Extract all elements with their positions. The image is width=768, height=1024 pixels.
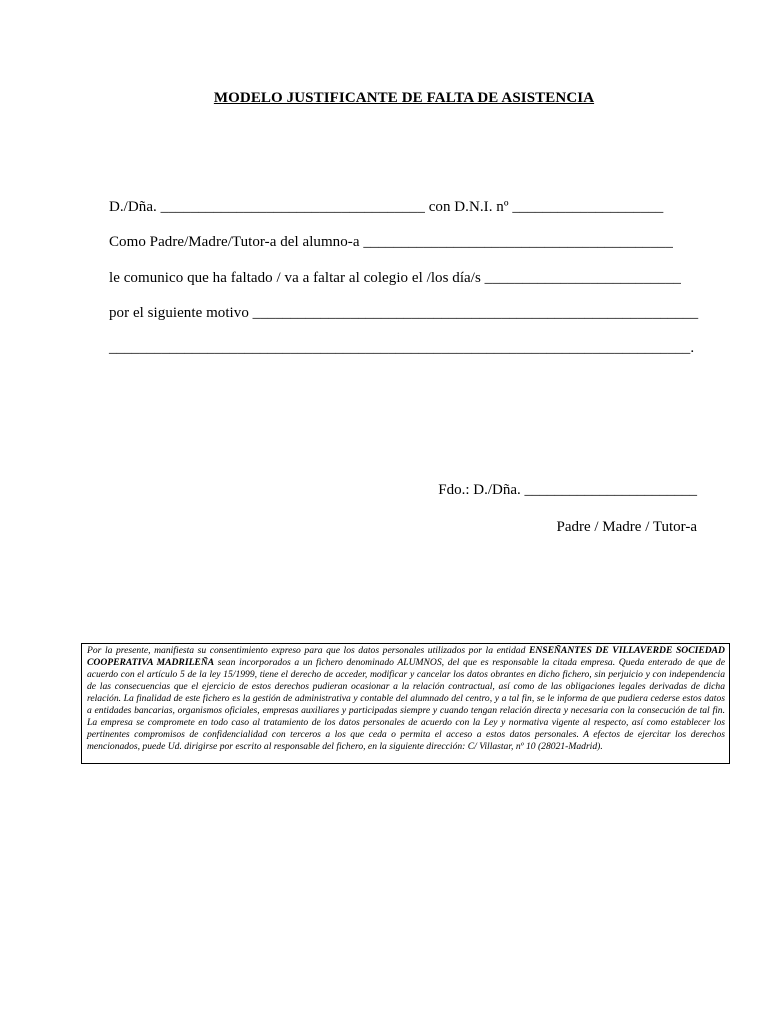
privacy-notice <box>81 643 730 764</box>
privacy-entity-name: ENSEÑANTES DE VILLAVERDE SOCIEDAD COOPERATIVA MADRILEÑA <box>87 645 725 668</box>
parent-name-dni-line: D./Dña. ___________________________________ con D.N.I. nº ____________________ <box>109 199 664 215</box>
absence-dates-line: le comunico que ha faltado / va a faltar al colegio el /los día/s __________________________ <box>109 270 681 286</box>
document-title: MODELO JUSTIFICANTE DE FALTA DE ASISTENCIA <box>213 90 595 106</box>
privacy-text-before: Por la presente, manifiesta su consentimiento expreso para que los datos personales utilizados por la entidad <box>87 645 529 656</box>
absence-reason-line: por el siguiente motivo ___________________________________________________________ <box>109 305 699 321</box>
absence-reason-continuation-line: _____________________________________________________________________________. <box>109 340 695 356</box>
signature-line: Fdo.: D./Dña. _______________________ <box>438 482 697 498</box>
student-name-line: Como Padre/Madre/Tutor-a del alumno-a _________________________________________ <box>109 234 673 250</box>
privacy-text-after: sean incorporados a un fichero denominado ALUMNOS, del que es responsable la citada empresa. Queda enterado de que de acuerdo con el artículo 5 de la ley 15/1999, tiene el derecho de acceder, modificar y cancelar los datos obrantes en dicho fichero, sin perjuicio y con independencia de las consecuencias que el ejercicio de estos derechos pudieran ocasionar a la relación contractual, así como de las obligaciones legales derivadas de dicha relación. La finalidad de este fichero es la gestión de administrativa y contable del alumnado del centro, y a tal fin, se le informa de que pudiera cederse estos datos a entidades bancarias, organismos oficiales, empresas auxiliares y participadas siempre y cuando tengan relación directa y necesaria con la consecución de tal fin. La empresa se compromete en todo caso al tratamiento de los datos personales de acuerdo con la Ley y normativa vigente al respecto, así como establecer los pertinentes compromisos de confidencialidad con terceros a los que ceda o permita el acceso a estos datos personales. A efectos de ejercitar los derechos mencionados, puede Ud. dirigirse por escrito al responsable del fichero, en la siguiente dirección: C/ Villastar, nº 10 (28021-Madrid). <box>87 657 725 752</box>
signature-role: Padre / Madre / Tutor-a <box>556 519 697 535</box>
